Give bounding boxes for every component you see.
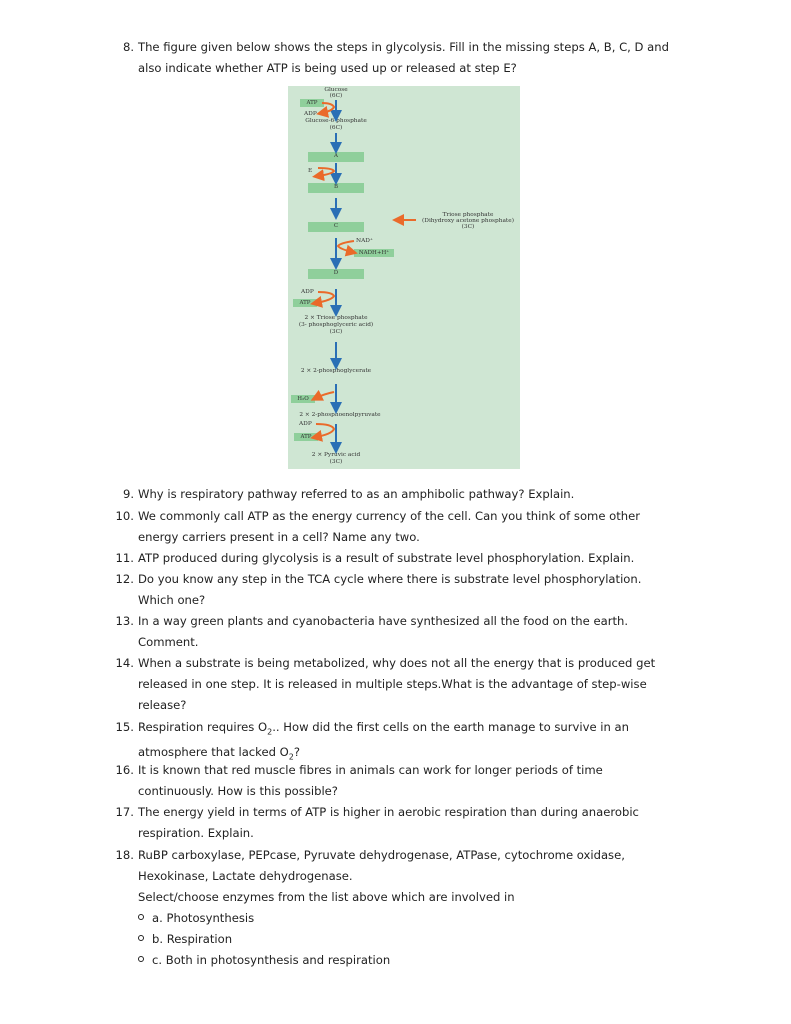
- question-text-line: In a way green plants and cyanobacteria have synthesized all the food on the earth.: [138, 614, 629, 628]
- label-2-phosphoenolpyruvate: 2 × 2-phosphoenolpyruvate: [299, 412, 381, 418]
- atp-box-1: ATP: [300, 99, 324, 107]
- question-text-line: Select/choose enzymes from the list above which are involved in: [138, 890, 515, 904]
- label-adp-3: ADP: [299, 421, 312, 427]
- question-number: 12.: [115, 572, 134, 586]
- bullet-icon: [138, 956, 144, 962]
- question-number: 17.: [115, 805, 134, 819]
- label-adp-2: ADP: [301, 289, 314, 295]
- side-arrow-nad: [338, 241, 354, 252]
- question-number: 15.: [115, 720, 134, 734]
- label-triose-carbon: (3C): [461, 224, 475, 230]
- question-text-line: Respiration requires $O_2$.. How did the first cells on the earth manage to survive in an: [138, 720, 630, 737]
- nadh-box: NADH+H⁺: [354, 249, 394, 257]
- label-g6p-carbon: (6C): [329, 125, 343, 131]
- question-text-line: When a substrate is being metabolized, why does not all the energy that is produced get: [138, 656, 656, 670]
- question-text-line: Do you know any step in the TCA cycle where there is substrate level phosphorylation.: [138, 572, 642, 586]
- question-number: 9.: [122, 487, 134, 501]
- option-respiration: b. Respiration: [138, 929, 232, 950]
- bullet-icon: [138, 935, 144, 941]
- question-number: 13.: [115, 614, 134, 628]
- box-d: D: [308, 269, 364, 279]
- box-c: C: [308, 222, 364, 232]
- label-3-phosphoglyceric-acid: (3- phosphoglyceric acid): [298, 322, 374, 328]
- label-glucose-6-phosphate: Glucose-6-phosphate: [305, 118, 367, 124]
- question-text-line: ATP produced during glycolysis is a result of substrate level phosphorylation. Explain.: [138, 551, 635, 565]
- side-arrow-h2o: [316, 392, 334, 398]
- question-number: 8.: [122, 40, 134, 54]
- question-number: 10.: [115, 509, 134, 523]
- question-number: 18.: [115, 848, 134, 862]
- question-text-line: Which one?: [138, 593, 206, 607]
- glycolysis-figure: [288, 86, 520, 469]
- label-triose-phosphate: Triose phosphate: [442, 212, 494, 218]
- side-arrow-adp-2: [316, 292, 334, 303]
- question-text-line: It is known that red muscle fibres in animals can work for longer periods of time: [138, 763, 603, 777]
- atp-box-3: ATP: [294, 433, 318, 441]
- question-text-line: The figure given below shows the steps in glycolysis. Fill in the missing steps A, B, C, D and: [138, 40, 669, 54]
- question-text-line: energy carriers present in a cell? Name any two.: [138, 530, 420, 544]
- h2o-box: H₂O: [291, 395, 315, 403]
- question-number: 11.: [115, 551, 134, 565]
- question-text-line: RuBP carboxylase, PEPcase, Pyruvate dehydrogenase, ATPase, cytochrome oxidase,: [138, 848, 625, 862]
- box-a: A: [308, 152, 364, 162]
- label-pyruvic-carbon: (3C): [329, 459, 343, 465]
- question-number: 16.: [115, 763, 134, 777]
- side-arrow-adp-3: [316, 424, 334, 437]
- question-number: 14.: [115, 656, 134, 670]
- question-text-line: We commonly call ATP as the energy currency of the cell. Can you think of some other: [138, 509, 641, 523]
- pathway-arrows: [288, 86, 520, 469]
- label-2-phosphoglycerate: 2 × 2-phosphoglycerate: [300, 368, 372, 374]
- bullet-icon: [138, 914, 144, 920]
- side-arrow-atp-1: [322, 103, 334, 113]
- question-text-line: Comment.: [138, 635, 199, 649]
- question-text-line: released in one step. It is released in multiple steps.What is the advantage of step-wise: [138, 677, 647, 691]
- question-text-line: release?: [138, 698, 187, 712]
- question-text-line: Why is respiratory pathway referred to as an amphibolic pathway? Explain.: [138, 487, 575, 501]
- label-nad: NAD⁺: [356, 238, 373, 244]
- question-text-line: atmosphere that lacked $O_2$?: [138, 745, 301, 762]
- label-dihydroxy-acetone-phosphate: (Dihydroxy acetone phosphate): [422, 218, 514, 224]
- label-adp-1: ADP: [304, 111, 317, 117]
- question-text-line: The energy yield in terms of ATP is higher in aerobic respiration than during anaerobic: [138, 805, 639, 819]
- question-text-line: respiration. Explain.: [138, 826, 254, 840]
- question-text-line: continuously. How is this possible?: [138, 784, 338, 798]
- atp-box-2: ATP: [293, 299, 317, 307]
- label-tp2-carbon: (3C): [329, 329, 343, 335]
- option-both: c. Both in photosynthesis and respiration: [138, 950, 390, 971]
- box-b: B: [308, 183, 364, 193]
- label-2-pyruvic-acid: 2 × Pyruvic acid: [311, 452, 361, 458]
- question-text-line: Hexokinase, Lactate dehydrogenase.: [138, 869, 353, 883]
- option-photosynthesis: a. Photosynthesis: [138, 908, 254, 929]
- label-glucose-carbon: (6C): [329, 93, 343, 99]
- label-glucose: Glucose: [324, 87, 348, 93]
- question-text-line: also indicate whether ATP is being used up or released at step E?: [138, 61, 517, 75]
- side-arrow-e-1: [318, 168, 334, 176]
- label-e: E: [308, 168, 313, 174]
- label-2-triose-phosphate: 2 × Triose phosphate: [304, 315, 368, 321]
